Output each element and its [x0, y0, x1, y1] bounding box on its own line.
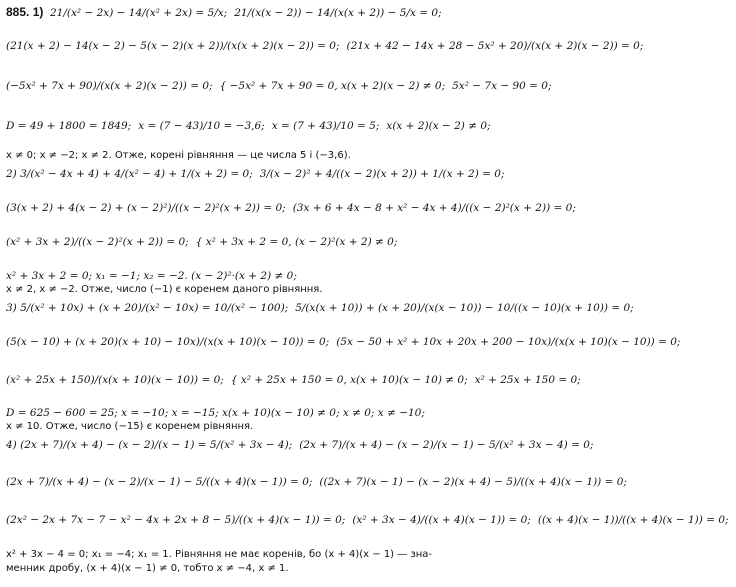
math-expression: { x² + 25x + 150 = 0, x(x + 10)(x − 10) ≠ 0; [230, 374, 468, 386]
math-expression: 4) (2x + 7)/(x + 4) − (x − 2)/(x − 1) = 5/(x² + 3x − 4); [6, 439, 293, 451]
math-expression: (3x + 6 + 4x − 8 + x² − 4x + 4)/((x − 2)²(x + 2)) = 0; [292, 202, 576, 214]
equation-line [6, 6, 50, 18]
math-expression: 5x² − 7x − 90 = 0; [452, 80, 552, 92]
equation-line [6, 549, 439, 561]
math-expression: 2) 3/(x² − 4x + 4) + 4/(x² − 4) + 1/(x + 2) = 0; [6, 168, 253, 180]
math-expression: x = (7 − 43)/10 = −3,6; [138, 120, 265, 132]
math-expression: x² + 25x + 150 = 0; [474, 374, 581, 386]
equation-line [6, 150, 358, 162]
math-expression: (21x + 42 − 14x + 28 − 5x² + 20)/(x(x + 2)(x − 2)) = 0; [346, 40, 644, 52]
math-expression: x(x + 2)(x − 2) ≠ 0; [386, 120, 491, 132]
equation-line [6, 236, 404, 248]
equation-line [6, 374, 588, 386]
math-expression: (x² + 3x + 2)/((x − 2)²(x + 2)) = 0; [6, 236, 189, 248]
math-expression: 21/(x² − 2x) − 14/(x² + 2x) = 5/x; [50, 7, 228, 19]
math-expression: { x² + 3x + 2 = 0, (x − 2)²(x + 2) ≠ 0; [195, 236, 398, 248]
math-expression: x ≠ 2, x ≠ −2. Отже, число (−1) є коренем даного рівняння. [6, 284, 323, 295]
math-expression: ((x + 4)(x − 1))/((x + 4)(x − 1)) = 0; [537, 514, 729, 526]
equation-line [6, 407, 432, 419]
math-expression: 3) 5/(x² + 10x) + (x + 20)/(x² − 10x) = 10/(x² − 100); [6, 302, 289, 314]
math-expression: D = 625 − 600 = 25; x = −10; x = −15; x(x + 10)(x − 10) ≠ 0; x ≠ 0; x ≠ −10; [6, 407, 425, 419]
math-expression: x = (7 + 43)/10 = 5; [271, 120, 380, 132]
math-expression: (21(x + 2) − 14(x − 2) − 5(x − 2)(x + 2))/(x(x + 2)(x − 2)) = 0; [6, 40, 340, 52]
math-expression: { −5x² + 7x + 90 = 0, x(x + 2)(x − 2) ≠ 0; [219, 80, 446, 92]
math-expression: x² + 3x + 2 = 0; x₁ = −1; x₂ = −2. (x − 2)²·(x + 2) ≠ 0; [6, 270, 297, 282]
equation-line [6, 514, 736, 526]
math-expression: x² + 3x − 4 = 0; x₁ = −4; x₁ = 1. Рівняння не має коренів, бо (x + 4)(x − 1) — зна- [6, 549, 433, 560]
math-expression: (x² + 3x − 4)/((x + 4)(x − 1)) = 0; [352, 514, 531, 526]
equation-line [6, 120, 498, 132]
math-expression: 21/(x(x − 2)) − 14/(x(x + 2)) − 5/x = 0; [234, 7, 442, 19]
equation-line [6, 336, 687, 348]
math-expression: ((2x + 7)(x − 1) − (x − 2)(x + 4) − 5)/((x + 4)(x − 1)) = 0; [319, 476, 627, 488]
math-expression: (2x² − 2x + 7x − 7 − x² − 4x + 2x + 8 − 5)/((x + 4)(x − 1)) = 0; [6, 514, 346, 526]
equation-line [6, 202, 583, 214]
math-expression: (5x − 50 + x² + 10x + 20x + 200 − 10x)/(x(x + 10)(x − 10)) = 0; [336, 336, 681, 348]
equation-line [6, 270, 304, 282]
equation-line [6, 563, 296, 575]
equation-line [6, 80, 559, 92]
math-expression: (x² + 25x + 150)/(x(x + 10)(x − 10)) = 0; [6, 374, 224, 386]
math-expression: x ≠ 10. Отже, число (−15) є коренем рівняння. [6, 421, 254, 432]
math-expression: (3(x + 2) + 4(x − 2) + (x − 2)²)/((x − 2)²(x + 2)) = 0; [6, 202, 286, 214]
equation-line [6, 168, 512, 180]
equation-line [6, 476, 634, 488]
math-expression: (−5x² + 7x + 90)/(x(x + 2)(x − 2)) = 0; [6, 80, 213, 92]
equation-line [50, 7, 449, 19]
math-expression: (2x + 7)/(x + 4) − (x − 2)/(x − 1) − 5/((x + 4)(x − 1)) = 0; [6, 476, 313, 488]
math-expression: (2x + 7)/(x + 4) − (x − 2)/(x − 1) − 5/(x² + 3x − 4) = 0; [299, 439, 594, 451]
math-expression: D = 49 + 1800 = 1849; [6, 120, 132, 132]
math-expression: 3/(x − 2)² + 4/((x − 2)(x + 2)) + 1/(x + 2) = 0; [259, 168, 505, 180]
math-expression: менник дробу, (x + 4)(x − 1) ≠ 0, тобто x ≠ −4, x ≠ 1. [6, 563, 289, 574]
equation-line [6, 439, 600, 451]
math-expression: 5/(x(x + 10)) + (x + 20)/(x(x − 10)) − 10/((x − 10)(x + 10)) = 0; [295, 302, 634, 314]
equation-line [6, 421, 260, 433]
math-expression: x ≠ 0; x ≠ −2; x ≠ 2. Отже, корені рівняння — це числа 5 і (−3,6). [6, 150, 351, 161]
math-expression: 885. 1) [6, 5, 44, 19]
equation-line [6, 302, 641, 314]
equation-line [6, 284, 330, 296]
math-expression: (5(x − 10) + (x + 20)(x + 10) − 10x)/(x(x + 10)(x − 10)) = 0; [6, 336, 330, 348]
equation-line [6, 40, 650, 52]
